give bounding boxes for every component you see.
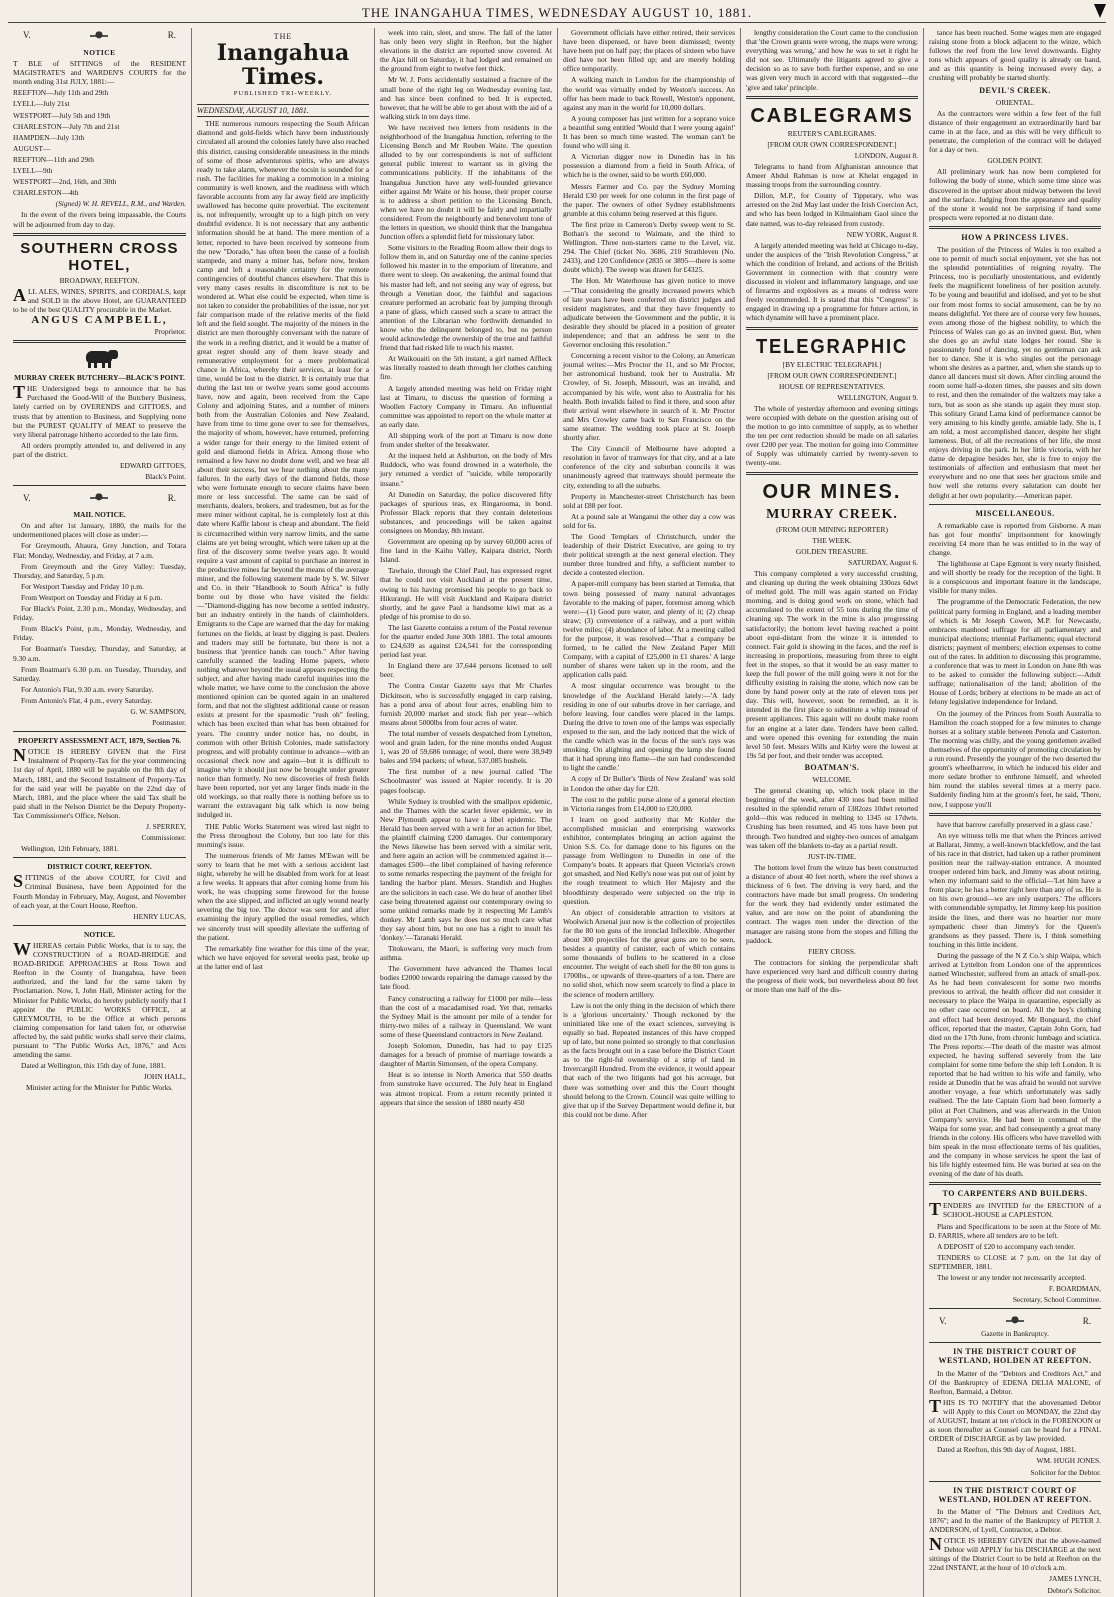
column-4 bbox=[557, 28, 740, 1597]
column-1 bbox=[8, 28, 191, 1597]
court1-date: Dated at Reefton, this 9th day of August, 1881. bbox=[937, 1445, 1077, 1455]
columns bbox=[8, 28, 1106, 1595]
paragraph: The City Council of Melbourne have adopted a resolution in favor of tramways for that city, and at a late conference of the city and suburban councils it was unanimously agreed that tramways should permeate the city, extending to all the suburbs. bbox=[563, 444, 735, 490]
mines-p3: The bottom level from the winze has been constructed a distance of about 40 feet north, where the reef shows a thickness of 6 feet. The driving is very hard, and the contractors have made but small progress. On tendering for the work they had evidently under estimated the value, and are now on the point of abandoning the contract. The wages men under the direction of the manager are raising stone from the stopes and filling the paddock. bbox=[746, 862, 918, 945]
paragraph: At Waikouaiti on the 5th instant, a girl named Affleck was literally roasted to death through her clothes catching fire. bbox=[380, 354, 552, 382]
court2-sign: JAMES LYNCH, bbox=[1049, 1574, 1101, 1584]
divider bbox=[13, 340, 186, 343]
works-date: Dated at Wellington, this 15th day of June, 1881. bbox=[21, 1061, 166, 1071]
crest-icon bbox=[1006, 1315, 1024, 1327]
telegraphic-from: [FROM OUR OWN CORRESPONDENT.] bbox=[767, 370, 897, 380]
paragraph: Joseph Solomon, Dunedin, has had to pay £125 damages for a breach of promise of marriage towards a daughter of Martin Simonsen, of the opera Company. bbox=[380, 1041, 552, 1069]
paragraph: A most singular occurrence was brought to the knowledge of the Auckland Herald lately:—'A lady residing in one of our suburbs drove in her carriage, and before leaving, four candles were placed in the lamps. During the drive to town one of the lamps was especially exposed to the sun, and the lady noticed that the wick of the candle which was in the focus of the sun's rays was smoking. On alighting and opening the lamp she found that it had sprung into flame—the sun had condescended to light the candle.' bbox=[563, 681, 735, 773]
mines-title: OUR MINES. bbox=[762, 480, 902, 503]
cablegrams-sub: REUTER'S CABLEGRAMS. bbox=[787, 128, 877, 138]
paragraph: Property in Manchester-street Christchurch has been sold at £88 per foot. bbox=[563, 491, 735, 510]
paragraph: At the inquest held at Ashburton, on the body of Mrs Ruddock, who was found drowned in a waterhole, the jury returned a verdict of "suicide, while temporarily insane." bbox=[380, 451, 552, 488]
property-date: Wellington, 12th February, 1881. bbox=[21, 844, 119, 854]
paragraph: From Greymouth and the Grey Valley: Tuesday, Thursday, and Saturday, 5 p.m. bbox=[13, 561, 186, 580]
paragraph: The remarkably fine weather for this time of the year, which we have enjoyed for several weeks past, broke up at the latter end of last bbox=[197, 943, 369, 971]
mines-date: SATURDAY, August 6. bbox=[848, 557, 918, 567]
telegraphic-house: HOUSE OF REPRESENTATIVES. bbox=[779, 381, 885, 391]
cablegrams-title: CABLEGRAMS bbox=[750, 104, 914, 127]
misc-p1: A remarkable case is reported from Gisborne. A man has got four months' imprisonment for knowingly receiving £4 more than he was entitled to in the way of change. bbox=[929, 520, 1101, 557]
paragraph: For Westport Tuesday and Friday 10 p.m. bbox=[21, 581, 144, 591]
tenders-body: TENDERS are INVITED for the ERECTION of a SCHOOL-HOUSE at CAPLESTON. bbox=[929, 1199, 1101, 1220]
paper-title: Inangahua Times. bbox=[216, 40, 350, 91]
oriental-title: ORIENTAL. bbox=[995, 97, 1035, 107]
paragraph: REEFTON—July 11th and 29th bbox=[13, 88, 109, 98]
column-6 bbox=[923, 28, 1106, 1597]
divider bbox=[13, 233, 186, 236]
boatmans-title: BOATMAN'S. bbox=[804, 762, 860, 772]
paragraph: We have received two letters from residents in the neighborhood of the Inangahua Junction, referring to the Licensing Bench and Mr Reuben Waite. The question alluded to by our correspondents is not of sufficient general public interest to warrant us in giving the communications publicity. If the inhabitants of the Inangahua Junction have any well-founded grievance either against Mr Waite or his house, their proper course is to address a short petition to the Licensing Bench, when we have no doubt it will be fairly and impartially considered. From the neighbourly and benevolent tone of the letters in question, we should think that the Inangahua Junction offers a splendid field for missionary labor. bbox=[380, 122, 552, 242]
mines-p2: The general cleaning up, which took place in the beginning of the week, after 430 tons had been milled resulted in the splendid return of 1382ozs 10dwt retorted gold—this was reduced in melting to 1345 oz 17dwts. Crushing has been resumed, and 45 tons have been put through. Two hundred and eighty-two ounces of amalgam was taken off the blankets to-day as a partial result. bbox=[746, 786, 918, 850]
paragraph: For Black's Point, 2.30 p.m., Monday, Wednesday, and Friday. bbox=[13, 604, 186, 623]
divider bbox=[746, 96, 918, 99]
paragraph: Government are opening up by survey 60,000 acres of fine land in the Kaihu Valley, Kaipara district, North Island. bbox=[380, 537, 552, 565]
divider bbox=[13, 731, 186, 732]
court2-notice: NOTICE IS HEREBY GIVEN that the above-named Debtor will APPLY for his DISCHARGE at the next sittings of the District Court to be held at Reefton on the 22nd INSTANT, at the hour of 10 o'clock a.m. bbox=[929, 1534, 1101, 1573]
paragraph: Fancy constructing a railway for £1000 per mile—less than the cost of a macadamised road. Yet that, remarks the Sydney Mail is the amount per mile of a tender for thirty-two miles of a railway in Queensland. We want some of these Queensland contractors in New Zealand. bbox=[380, 993, 552, 1039]
vr-left: V. bbox=[23, 492, 31, 503]
divider bbox=[13, 485, 186, 486]
masthead bbox=[8, 4, 1106, 23]
paragraph: THE Public Works Statement was wired last night to the Press throughout the Colony, but too late for this morning's issue. bbox=[197, 821, 369, 849]
misc-p2: The lighthouse at Cape Egmont is very nearly finished, and will shortly be ready for the reception of the light. It is a conspicuous and important feature in the landscape, visible for many miles. bbox=[929, 559, 1101, 596]
paragraph: The Government have advanced the Thames local bodies £2000 towards repairing the damage caused by the late flood. bbox=[380, 964, 552, 992]
paragraph: The Contra Costar Gazette says that Mr Charles Dickinson, who is successfully engaged in carp raising, has a pond area of about four acres, enabling him to furnish 20,000 market and stock fish per year—which means about 5000lbs from four acres of water. bbox=[380, 681, 552, 727]
paragraph: REEFTON—11th and 29th bbox=[13, 154, 94, 164]
paragraph: WESTPORT—July 5th and 19th bbox=[13, 110, 111, 120]
col7-p3: During the passage of the N Z Co.'s ship Waipa, which arrived at Lyttelton from London one of the apprentices named Winchester, suffered from an attack of small-pox. As he had been convalescent for some two months previous to arrival, the health officer did not consider it necessary to place the Waipa in quarantine, especially as no other case occurred on board. All the boy's clothing and effect had been destroyed. Mr Bonguard, the chief officer, reported that the master, Captain John Gorn, had died on the 17th June, from chronic lumbago and sciatica. The Press reports:—The death of the master was almost expected, he having suffered severely from the late complaint for some time before the ship left London. It is reported that he had written to his wife and family, who reside at Dunedin that he was afraid he would not survive another voyage, a fear which unfortunately was sadly realised. The the late Captain Gorn had been formerly a pilot at Port Chalmers, and was afterwards in the Union Company's service. He had been in command of the Waipa for some year, and had consequently a great many friends in the colony. His officers who have travelled with him speak in the most effectionate terms of his qualities, and the company in whose services he spent the last of his life highly esteemed him. He was buried at sea on the evening of the date of his death. bbox=[929, 950, 1101, 1179]
paragraph: From Antonio's Flat, 4 p.m., every Saturday. bbox=[21, 695, 153, 705]
golden-point-body: All preliminary work has now been completed for following the body of stone, which some time since was discovered in the upriser about midway between the level and the surface. Judging from the appearance and quality of the stone it would not be surprising if hand some prospects were reported at no distant date. bbox=[929, 167, 1101, 222]
court1-role: Solicitor for the Debtor. bbox=[1030, 1467, 1101, 1477]
divider bbox=[929, 813, 1101, 816]
district-sign: HENRY LUCAS, bbox=[133, 911, 186, 921]
property-body: NOTICE IS HEREBY GIVEN that the First Instalment of Property-Tax for the year commencing 1st day of April, 1880 will be payable on the 8th day of March, 1881, and the Second Instalment of Property-Tax for the said year will be payable on the 22nd day of March, 1881, and the place where the said Tax shall be paid shall in the Nelson District be the Deputy Property-Tax Commissioner's Office, Nelson. bbox=[13, 745, 186, 820]
paragraph: week into rain, sleet, and snow. The fall of the latter has only been very slight in Reefton, but the higher elevations in the district are reported snow covered. At the Ajax hill on Saturday, it had lodged and remained on the ground from eight to twelve feet thick. bbox=[380, 28, 552, 74]
column-5 bbox=[740, 28, 923, 1597]
paper-title-block bbox=[197, 32, 369, 98]
mines-sub: MURRAY CREEK. bbox=[766, 506, 898, 522]
paragraph: The Hon. Mr Waterhouse has given notice to move—"That considering the greatly increased powers which of late years have been conferred on district judges and resident magistrates, and that they have frequently to adjudicate between the Government and the public, it is desirable they should be placed in a position of greater independence; and that an address be sent to the Governor enclosing this resolution." bbox=[563, 276, 735, 350]
works-body: WHEREAS certain Public Works, that is to say, the CONSTRUCTION of a ROAD-BRIDGE and ROAD-BRIDGE APPROACHES at Ross Town and Reefton in the County of Inangahua, have been authorized, and the land for the same taken by Proclamation. Now, I, John Hall, Minister acting for the Minister for Public Works, do hereby publicly notify that I appoint the PUBLIC WORKS OFFICE, at GREYMOUTH, to be the Office at which persons claiming compensation for land taken for, or otherwise affected by, the said public works shall serve their claims, pursuant to "The Public Works Act, 1876," and Acts amending the same. bbox=[13, 938, 186, 1060]
princess-body: The position of the Princess of Wales is too exalted a one to permit of much social enjoyment, yet she has not the splendid potentialities of reigning royalty. The Princess, too is peculiarly unostentatious, and evidently feels the magnificent loneliness of her position acutely. To be young and beautiful and idolised, and yet to be shut our from most forms to social amusement, can be by no means delightful. Yet there are of course very few houses, even among those of the highest nobility, to which the Princess of Wales can go as an invited guest. But, when she does go an awful state lodges her round. She is passionately fond of dancing, yet no gentleman can ask her to dance. She it is who singles out the personage whom she desires as a partner, and, when she stands up to dance all dancers must sit down. After circling around the room some half-a-dozen times, she pauses and sits down to rest, and then the remainder of the waltzers may take a turn, but as soon as she stands up again they must stop. This solitary Grand Lama kind of performance cannot be very amusing to his kindly gentle, amiable lady. She is, I am told, a most accomplished dancer, despite her slight lameness. But, of all the recreations of her life, she most enjoys driving in the park. In her little victoria, with her dame de depagine besides her, she is free to enjoy the testimonials of affection and enthusiasm that meet her everywhere and no one that sees her gracious smile and how well she returns every salutation can doubt her delight at her own popularity.—American paper. bbox=[929, 244, 1101, 500]
corner-triangle-icon bbox=[1094, 4, 1106, 18]
misc-p4: On the journey of the Princes from South Australia to Hamilton the coach stopped for a few minutes to change horses at a solitary stable between Penola and Casterton. The morning was chilly, and the young gentlemen availed themselves of the opportunity of promoting circulation by a run round. Presently the younger of the two deserted the groom's wheelbarrow, in which he induced his elder and more sedate brother to enthrone himself, and wheeled him round the stables several times at a merry pace. Suddenly finding him at the groom's feet, he said, 'There, now, I suppose you'll bbox=[929, 708, 1101, 809]
dateline: WEDNESDAY, AUGUST 10, 1881. bbox=[197, 104, 369, 117]
paragraph: For Antonio's Flat, 9.30 a.m. every Saturday. bbox=[21, 684, 154, 694]
column-2 bbox=[191, 28, 374, 1597]
tender-role: Secretary, School Committee. bbox=[1012, 1295, 1101, 1305]
divider bbox=[929, 1481, 1101, 1482]
misc-title: MISCELLANEOUS. bbox=[975, 508, 1055, 518]
col6-intro: tance has been reached. Some wages men are engaged raising stone from a block adjacent to the winze, which follows the reef from the low level downwards. Eighty tons which appears of good quality is already on hand, and as this quantity is being increased every day, a crushing will probably be started shortly. bbox=[929, 28, 1101, 83]
paragraph: From Boatman's 6.30 p.m. on Tuesday, Thursday, and Saturday. bbox=[13, 664, 186, 683]
column-2-paragraphs bbox=[197, 119, 369, 971]
divider bbox=[746, 327, 918, 330]
paragraph: An object of considerable attraction to visitors at Woolwich Arsenal just now is the collection of projectiles for the 80 ton guns of the ironclad Inflexible. Altogether about 300 projectiles for the great guns are to be seen, besides a quantity of canister, each of which contains some thousands of bullets to be scattered in a close encounter. The weight of each shell for the 80 ton guns is 1700lbs., or upwards of three-quarters of a ton. There are no solid shot, which now seem scarcely to find a place in the science of modern artillery. bbox=[563, 907, 735, 999]
paragraph: T BLE of SITTINGS of the RESIDENT MAGISTRATE'S and WARDEN'S COURTS for the month ending 31st JULY, 1881:— bbox=[13, 59, 186, 87]
court1-sign: WM. HUGH JONES. bbox=[1036, 1456, 1101, 1466]
notice-signed: (Signed) W. H. REVELL, R.M., and Warden. bbox=[55, 199, 186, 209]
cablegrams-p1: Telegrams to hand from Afghanistan announce that Ameer Abdul Rahman is now at Khelat engaged in massing troops from the surrounding country. bbox=[746, 161, 918, 190]
masthead-text: THE INANGAHUA TIMES, WEDNESDAY AUGUST 10, 1881. bbox=[361, 5, 753, 20]
works-sign: JOHN HALL, bbox=[143, 1072, 186, 1082]
paragraph: A paper-mill company has been started at Temuka, that town being possessed of many natural advantages favorable to the making of paper, foremost among which were:—(1) Good pure water, and plenty of it; (2) cheap straw; (3) convenience of a railway, and a port within twelve miles; (4) abundance of labor. At a meeting called for the purpose, it was resolved—'That a company be formed, to be called the New Zealand Paper Mill Company, with a capital of £25,000 in £1 shares.' A large number of shares were taken up in the room, and the application calls paid. bbox=[563, 579, 735, 680]
telegraphic-p1: The whole of yesterday afternoon and evening sittings were occupied with debate on the question arising out of the motion to go into committee of supply, as to whether the ten per cent reduction should be made on all salaries over £200 per year. The motion for going into Committee of Supply was ultimately carried by twenty-seven to twenty-one. bbox=[746, 403, 918, 468]
paragraph: WESTPORT—2nd, 16th, and 30th bbox=[13, 177, 117, 187]
paragraph: While Sydney is troubled with the smallpox epidemic, and the Thames with the scarlet fever epidemic, we in New Plymouth appear to have a libel epidemic. The Herald has been served with a writ for an action for libel, the plaintiff claiming £200 damages. Our contemporary the News likewise has been served with a similar writ, and here again an action will be commenced against it—damages £500—the libel complained of having reference to some remarks respecting the payment of the freight for landing the harbor plant. Messrs. Standish and Hughes are the solicitors in each case. We do hear of another libel case being threatened against our contemporary owing to some unkind remarks made by it respecting Mr Lamb's donkey. Mr Lamb says he does not so much care what they say about him, but no one has a right to insult his 'donkey.'—Taranaki Herald. bbox=[380, 796, 552, 942]
paragraph: On and after 1st January, 1880, the mails for the undermentioned places will close as under:— bbox=[13, 521, 186, 540]
works-role: Minister acting for the Minister for Public Works. bbox=[25, 1083, 174, 1093]
paragraph: Some visitors to the Reading Room allow their dogs to follow them in, and on Saturday one of the canine species followed his master in to the emporium of literature, and there went to sleep. On awakening, the animal found that his master had left, and not seeing any way of egress, but through a Venetian door, the faithful and sagacious creature performed an acrobatic feat by jumping through a pane of glass, which caused such a scare to attract the attention of the Librarian who forthwith demanded to know who the delinquent belonged to, but no person would acknowledge the ownership of the true and faithful friend that had risked life to reach his master. bbox=[380, 243, 552, 353]
mines-week: THE WEEK. bbox=[812, 535, 852, 545]
paragraph: LYELL—9th bbox=[13, 166, 53, 176]
paragraph: The total number of vessels despatched from Lyttelton, wool and grain laden, for the nine months ended August 1, was 20 of 59,686 tonnage; of wool, there were 38,949 bales and 594 packets; of wheat, 537,085 bushels. bbox=[380, 728, 552, 766]
mail-role: Postmaster. bbox=[152, 718, 186, 728]
paragraph: A walking match in London for the championship of the world was virtually ended by Weston's success. An offer has been made to back Rowell, Weston's opponent, against any man in the world for 10,000 dollars. bbox=[563, 75, 735, 112]
mail-title: MAIL NOTICE. bbox=[73, 510, 126, 520]
court1-matter: In the Matter of the "Debtors and Creditors Act," and Of the Bankruptcy of EDENA DELIA MALONE, of Reefton, Barmaid, a Debtor. bbox=[929, 1368, 1101, 1396]
divider bbox=[929, 1342, 1101, 1343]
court2-matter: In the Matter of "The Debtors and Creditors Act, 1876"; and In the matter of the Bankruptcy of PETER J. ANDERSON, of Lyell, Contractor, a Debtor. bbox=[929, 1506, 1101, 1534]
oriental-body: As the contractors were within a few feet of the full distance of their engagement an extraordinarily hard bar came in at the face, and as this will be very difficult to penetrate, the completion of the contract will be delayed for a day or two. bbox=[929, 108, 1101, 155]
paragraph: CHARLESTON—July 7th and 21st bbox=[13, 121, 120, 131]
butchery-orders: All orders promptly attended to, and delivered in any part of the district. bbox=[13, 440, 186, 459]
hotel-role: Proprietor. bbox=[154, 327, 186, 337]
vr-crest bbox=[13, 28, 186, 44]
divider bbox=[929, 226, 1101, 229]
paragraph: From Westport on Tuesday and Friday at 6 p.m. bbox=[21, 592, 163, 602]
col7-p2: An eye witness tells me that when the Princes arrived at Ballarat, Jimmy, a well-known blackfellow, and the last of his race in that district, had taken up a rather prominent position near the railway-station entrance. A mounted trooper ordered him back, and Jimmy was about retiring, when my informant said to the official—'Let him have a front place; he has a better right here than any of us. He is on his own ground—we are only usurpers.' The officers with commendable sympathy, let Jimmy keep his position inside the lines, and there was no heartier nor more sympathetic cheer than Jimmy's for the Queen's grandsons as they passed. There is, I think something touching in this little incident. bbox=[929, 830, 1101, 949]
close-body: TENDERS to CLOSE at 7 p.m. on the 1st day of SEPTEMBER, 1881. bbox=[929, 1252, 1101, 1271]
plans-body: Plans and Specifications to be seen at the Store of Mr. D. FARRIS, where all tenders are to be left. bbox=[929, 1221, 1101, 1240]
paragraph: Titokowaru, the Maori, is suffering very much from asthma. bbox=[380, 944, 552, 963]
cablegrams-place1: LONDON, August 8. bbox=[854, 150, 918, 160]
paragraph: THE numerous rumours respecting the South African diamond and gold-fields which have been industriously circulated all around the colonies lately have also reached this district, causing considerable uneasiness in the minds of some of those adventurous spirits, who are always ready to take alarm, whenever the tocsin is sounded for a rush. The facilities for making a commotion in a mining community is well known, and the readiness with which favorable accounts from any far away field are implicitly swallowed has become quite proverbial. The excitement is, not infrequently, wrought up to a high pitch on very doubtful evidence. It is not necessary that any authentic information should be at hand. The mere mention of a letter, reported to have been received by someone from the new "Dorado," has often been the cause of a foolish stampede, and many a miner has, before now, broken camp and left a reasonable certainty for the remote contingencies of doubtful chances elsewhere. That this is very many cases results in discomfiture is not to be wondered at. What else could be expected, when time is not taken to consider the probabilities of the issue, nor yet fair comparison made of the relative merits of the field left and the field sought. The majority of the miners in the district are men thoroughly conversant with the nature of the work in a reefing district, and it would be a matter of great regret should any of them leave steady and remunerative employment for a mere problematical chance in Africa, whereby their services, at least for a time, would be lost to the district. It is certainly true that during the last ten or twelve years some good accounts have, now and again, been received from the Cape Colony and adjoining States, and a number of miners both from the Australian Colonies and New Zealand, have from time to time gone over to see for themselves, the majority of whom, however, have returned, preferring a wider range for their energy to the limited extent of gold and diamond fields in Africa. Among those who remained a few have no doubt done well, and we hear all about their success, but we hear nothing about the many failures. In the early days of the diamond fields, those who were fortunate enough to secure claims have been more or less successful. The same can be said of merchants, dealers, brokers, and tradesmen, but as for the mere miner without capital, he is completely lost at this date where Kaffir labour is cheap and abundant. The field is circumscribed within very narrow limits, and the same claims are yet being wrought, which were taken up at the first of the discovery some twelve years ago. It would require a vast amount of capital to purchase an interest in the productive mines far beyond the means of the average miner, and the following statement made by S. W. Silver and Co. in their "Handbook to South Africa" is fully borne out by those who have visited the fields:—"Diamond-digging has now become a settled industry, but an industry entirely in the hands of claimholders. Emigrants to the Cape are warned that the day for making fortunes on the fields, at least by digging is past. Dealers and traders may still be fortunate, but there is not a business that 'prentice hands can touch." After having carefully scanned the leading Home papers, where nothing whatever beyond the usual appears respecting the subject, and after having made careful inquiries into the whole matter, we have come to the conclusion the above mentioned opinion can be quoted again in an unaltered form, and that not the slightest additional cause or reason exists at present for the spasmodic "rush oh" feeling, which has been excited than what has been obtained for years. The country under notice has, no doubt, in common with other British Colonies, made satisfactory progress, and will probably continue to advance—with an occasional check now and again—but it is difficult to imagine why it should just now be brought under greater notice than formerly. No new discoveries of fresh fields have been reported, nor yet any larger finds made in the old workings, so that really there is nothing before us to warrant the extravagant big talk which is now being indulged in. bbox=[197, 119, 369, 820]
property-role: Commissioner. bbox=[141, 833, 186, 843]
hotel-address: BROADWAY, REEFTON. bbox=[59, 275, 140, 285]
vr-right: R. bbox=[167, 492, 176, 503]
works-title: NOTICE. bbox=[83, 929, 115, 939]
paragraph: At Dunedin on Saturday, the police discovered fifty packages of spurious teas, ex Ringarooma, in bond. Professor Black reports that they contain deleterious substances, and proceedings will be taken against consignees on Monday, 8th instant. bbox=[380, 489, 552, 535]
cablegrams-p2: Dillon, M.P., for County of Tipperary, who was arrested on the 2nd May last under the Irish Coercion Act, and who has been lodged in Kilmainham Gaol since the date named, was to-day released from custody. bbox=[746, 191, 918, 228]
court1-title: IN THE DISTRICT COURT OF WESTLAND, HOLDEN AT REEFTON. bbox=[938, 1347, 1092, 1366]
paragraph: Law is not the only thing in the decision of which there is a 'glorious uncertainty.' Though reckoned by the uninitiated like one of the exact sciences, surveying is equally so bad. Repeated instances of this have cropped up of late, but none pointed so strongly to that conclusion as the facts brought out in a case before the District Court as to the right-ful ownership of a strip of land in Invercargill Hundred. From the evidence, it would appear that each of the two litigants had got his acreage, but there was something over and this the Court thought should belong to the Crown. Council was quite willing to give that up if the Survey Department would define it, but this could not be done. After bbox=[563, 1000, 735, 1119]
property-sign: J. SPERREY, bbox=[146, 822, 186, 831]
mail-sign: G. W. SAMPSON, bbox=[130, 706, 186, 716]
paragraph: HAMPDEN—July 13th bbox=[13, 132, 85, 142]
paragraph: A Victorian digger now in Dunedin has in his possession a diamond from a field in South Africa, of which he is the owner, said to be worth £60,000. bbox=[563, 152, 735, 180]
paragraph: LYELL—July 21st bbox=[13, 99, 70, 109]
paragraph: The first prize in Cameron's Derby sweep went to St. Bothan's the second to Waimate, and the third to Wellington. Three non-starters came to the Level, viz. 294. The Chief (ticket No. 3686, 210 Strathleven (No. 2433), and 120 Confidence (2835 or 3895—there is some doubt which). The sweep was drawn for £4325. bbox=[563, 219, 735, 275]
paragraph: The first number of a new journal called 'The Schoolmaster' was issued at Napier recently. It is 20 pages foolscap. bbox=[380, 767, 552, 795]
paragraph: CHARLESTON—4th bbox=[13, 188, 79, 198]
paragraph: A largely attended meeting was held on Friday night last at Timaru, to discuss the question of forming a Woollen Factory Company in Timaru. An influential committee was appointed to report on the whole matter at an early date. bbox=[380, 383, 552, 429]
vr-left: V. bbox=[939, 1315, 947, 1326]
paragraph: A young composer has just written for a soprano voice a beautiful song entitled 'Would that I were young again!' It has been so much time wasted. The woman can't be found who will sing it. bbox=[563, 113, 735, 151]
court1-notice: THIS IS TO NOTIFY that the abovenamed Debtor will Apply to this Court on MONDAY, the 22nd day of AUGUST, Instant at ten o'clock in the FORENOON or as soon thereafter as Counsel can be heard for a FINAL ORDER of DISCHARGE as by law provided. bbox=[929, 1395, 1101, 1444]
telegraphic-place: WELLINGTON, August 9. bbox=[837, 392, 918, 402]
paragraph: From Black's Point, p.m., Monday, Wednesday, and Friday. bbox=[13, 624, 186, 643]
divider bbox=[13, 857, 186, 858]
divider bbox=[929, 1182, 1101, 1185]
cablegrams-place2: NEW YORK, August 8. bbox=[846, 229, 918, 239]
paragraph: I learn on good authority that Mr Kohler the accomplished musician and enterprising waxworks exhibitor, contemplates bringing an action against the Union S.S. Co. for damage done to his figures on the passage from Wellington to Dunedin in one of the Company's boats. It appears that Queen Victoria's crown got smashed, and Ned Kelly's nose was put out of joint by the rough treatment to which Her Majesty and the bloodthirsty desperado were subjected on the trip in question. bbox=[563, 814, 735, 906]
paragraph: All shipping work of the port at Timaru is now done from under shelter of the breakwater. bbox=[380, 431, 552, 450]
paragraph: In England there are 37,644 persons licensed to sell beer. bbox=[380, 661, 552, 680]
paragraph: Mr W. J. Potts accidentally sustained a fracture of the small bone of the right leg on Wednesday evening last, and has since been confined to bed. It is expected, however, that he will be able to get about with the aid of a walking stick in ten days time. bbox=[380, 75, 552, 121]
butchery-sign: EDWARD GITTOES, bbox=[120, 461, 186, 470]
bull-icon bbox=[80, 347, 120, 369]
mines-p1: This company completed a very successful crushing, and cleaning up during the week obtaining 330ozs 6dwt of melted gold. The mill was again started on Friday morning, and is doing good work on stone, which had accumulated to the extent of 55 tons during the time of cleaning up. The work in the mine is also progressing satisfactorily; the bottom level having reached a point about equi-distant from the winze it is intended to connect. Fair gold is showing in the faces, and the reef is increasing in proportions, measuring from three to eight feet in the stopes, so that it would be an easy matter to keep the full power of the mill going were it not for the difficulty existing in raising the stone, which now can be done by hand power only at the rate of eleven tons per day. This will, however, soon be remedied, as it is intended in the first place to substitute a whip instead of present appliances. This again will no doubt make room for an engine at a later date. Tenders have been called, and were opened this evening for extending the main level 50 feet. Messrs Wills and Kirby were the lowest at 19s 5d per foot, and their tender was accepted. bbox=[746, 568, 918, 760]
jit-title: JUST-IN-TIME. bbox=[807, 851, 857, 861]
hotel-body: ALL ALES, WINES, SPIRITS, and CORDIALS, kept and SOLD in the above Hotel, are GUARANTEED to be of the best QUALITY procurable in the Market. bbox=[13, 284, 186, 314]
paper-subtitle: PUBLISHED TRI-WEEKLY. bbox=[233, 90, 333, 98]
col5-intro: lengthy consideration the Court came to the conclusion that 'the Crown grants were wrong, the maps were wrong; everything was wrong,' and how he was to set it right he did not see. Ultimately the litigants agreed to give a decision so as to save both further expense, and so one was given very much in accord with that suggested—the 'give and take' principle. bbox=[746, 28, 918, 92]
fiery-title: FIERY CROSS. bbox=[808, 946, 856, 956]
paragraph: The last Gazette contains a return of the Postal revenue for the quarter ended June 30th 1881. The total amounts to £24,639 as against £24,541 for the corresponding period last year. bbox=[380, 622, 552, 660]
golden-point-title: GOLDEN POINT. bbox=[987, 156, 1043, 166]
mines-p4: The contractors for sinking the perpendicular shaft have experienced very hard and difficult country during the progress of their work, but nevertheless about 80 feet or more than one half of the dis- bbox=[746, 957, 918, 995]
butchery-body: THE Undersigned begs to announce that he has Purchased the Good-Will of the Butchery Business, lately carried on by OVERENDS and GITTOES, and trusts that by attention to Business, and Supplying none but the PUREST QUALITY of MEAT to preserve the very liberal patronage hitherto accorded to the late firm. bbox=[13, 382, 186, 439]
column-3-paragraphs bbox=[380, 28, 552, 1107]
tender-sign: F. BOARDMAN, bbox=[1048, 1284, 1101, 1294]
notice-title: NOTICE bbox=[83, 48, 116, 57]
gazette-title: Gazette in Bankruptcy. bbox=[981, 1329, 1049, 1339]
paragraph: For Greymouth, Ahaura, Grey Junction, and Totara Flat: Monday, Wednesday, and Friday, at 7 a.m. bbox=[13, 541, 186, 560]
devils-title: DEVIL'S CREEK. bbox=[979, 85, 1051, 95]
misc-p3: The programme of the Democratic Federation, the new political party forming in England, and a leading member of which is Mr Joseph Cowen, M.P. for Newcastle, embraces manhood suffrage for all parliamentary and municipal elections; triennial Parliaments; equal electoral districts; payment of members; election expenses to come out of the rates. In addition to discussing this programme, a conference that was to meet in London on June 8th was to be asked to consider the following subject:—Adult suffrage; nationalisation of the land; abolition of the House of Lords; bribery at elections to be made an act of felony legislative independence for Ireland. bbox=[929, 597, 1101, 707]
carpenters-title: TO CARPENTERS AND BUILDERS. bbox=[942, 1189, 1088, 1199]
divider bbox=[746, 472, 918, 475]
hotel-proprietor: ANGUS CAMPBELL, bbox=[31, 313, 168, 326]
vr-right: R. bbox=[1082, 1315, 1091, 1326]
district-title: DISTRICT COURT, REEFTON. bbox=[47, 862, 152, 872]
mines-from: (FROM OUR MINING REPORTER) bbox=[776, 524, 888, 534]
paragraph: The numerous friends of Mr James M'Ewan will be sorry to learn that he met with a serious accident last night, whereby he will be disabled from work for at least a few weeks. It appears that after coming home from his work, he was chopping some firewood for the house when the axe slipped, and inflicted an ugly wound nearly severing the big toe. The doctor was sent for and after examining the injury applied the usual remedies, which we sincerely trust will speedily alleviate the suffering of the patient. bbox=[197, 850, 369, 942]
deposit-body: A DEPOSIT of £20 to accompany each tender. bbox=[937, 1241, 1076, 1251]
cablegrams-from: [FROM OUR OWN CORRESPONDENT.] bbox=[767, 139, 897, 149]
vr-crest-2 bbox=[13, 490, 186, 506]
court2-title: IN THE DISTRICT COURT OF WESTLAND, HOLDEN AT REEFTON. bbox=[938, 1485, 1092, 1504]
telegraphic-title: TELEGRAPHIC bbox=[755, 335, 909, 358]
princess-title: HOW A PRINCESS LIVES. bbox=[961, 232, 1069, 242]
vr-right: R. bbox=[167, 30, 176, 41]
paragraph: The Good Templars of Christchurch, under the leadership of their District Executive, are going to try their political strength at the next general election. They number three hundred and fifty, a sufficient number to decide a contested election. bbox=[563, 531, 735, 578]
divider bbox=[929, 1308, 1101, 1309]
telegraphic-sub: [BY ELECTRIC TELEGRAPH.] bbox=[782, 359, 882, 369]
vr-crest-3 bbox=[929, 1313, 1101, 1329]
mines-golden: GOLDEN TREASURE. bbox=[795, 546, 869, 556]
vr-left: V. bbox=[23, 30, 31, 41]
paragraph: Concerning a recent visitor to the Colony, an American journal writes:—Mrs Proctor the 11, and so Mr Proctor, her astronomical husband, took her to Australia. Mr Crowley, of St. Joseph, Missouri, was an invalid, and accompanied by his wife, went also to Australia for his health. Both invalids failed to find it there, and soon after their arrival went elsewhere in search of it. Mr Proctor and Mrs Crowley came back to San Francisco on the same steamer. The wedding took place at St. Joseph shortly after. bbox=[563, 351, 735, 443]
divider bbox=[929, 504, 1101, 505]
hotel-title: SOUTHERN CROSS HOTEL, bbox=[20, 239, 179, 274]
paragraph: For Boatman's Tuesday, Thursday, and Saturday, at 9.30 a.m. bbox=[13, 644, 186, 663]
cablegrams-p3: A largely attended meeting was held at Chicago to-day, under the auspices of the "Irish Revolution Congress," at which the condition of Ireland, and actions of the British Government in connection with that country were discussed in violent and inflammatory language, and use of firearms and explosives as a means of redress were freely recommended. It is stated that this "Congress" is engaged in drawing up a programme for future action, in which dynamite will have a prominent place. bbox=[746, 240, 918, 323]
lowest-body: The lowest or any tender not necessarily accepted. bbox=[937, 1273, 1086, 1282]
notice-footer: In the event of the rivers being impassable, the Courts will be adjourned from day to day. bbox=[13, 210, 186, 229]
paragraph: Tawhaio, through the Chief Paul, has expressed regret that he could not visit Auckland at the present time, owing to his having promised his people to go back to Hikurangi. He will visit Auckland and Kaipara district shortly, and he gave Paul a handsome kiwi mat as a pledge of his promise to do so. bbox=[380, 566, 552, 621]
paragraph: AUGUST— bbox=[13, 143, 51, 153]
column-3 bbox=[374, 28, 557, 1597]
butchery-place: Black's Point. bbox=[145, 472, 186, 482]
court2-role: Debtor's Solicitor. bbox=[1047, 1585, 1101, 1595]
divider bbox=[13, 925, 186, 926]
property-title: PROPERTY ASSESSMENT ACT, 1879, Section 76. bbox=[17, 736, 182, 746]
crest-icon bbox=[90, 30, 108, 42]
paper-title-top: THE bbox=[273, 32, 293, 41]
paragraph: At a pound sale at Wanganui the other day a cow was sold for 6s. bbox=[563, 511, 735, 530]
butchery-title: MURRAY CREEK BUTCHERY—BLACK'S POINT. bbox=[14, 373, 185, 383]
mail-paras bbox=[13, 521, 186, 705]
crest-icon bbox=[90, 492, 108, 504]
welcome-title: WELCOME. bbox=[812, 775, 852, 784]
paragraph: A copy of Dr Buller's 'Birds of New Zealand' was sold in London the other day for £20. bbox=[563, 774, 735, 793]
column-4-paragraphs bbox=[563, 28, 735, 1119]
paragraph: Government officials have either retired, their services have been dispensed, or have been dismissed; twenty have been put on half pay; the places of sixteen who have died have not been filled up; and are merely holding office temporarily. bbox=[563, 28, 735, 74]
paragraph: Heat is so intense in North America that 550 deaths from sunstroke have occurred. The July heat in England was almost tropical. From a return recently printed it appears that since the session of 1880 nearly 450 bbox=[380, 1070, 552, 1107]
newspaper-page bbox=[8, 4, 1106, 1595]
notice-lines bbox=[13, 59, 186, 197]
district-body: SITTINGS of the above COURT, for Civil and Criminal Business, have been Appointed for the Fourth Monday in February, May, August, and November of each year, at the Court House, Reefton. bbox=[13, 871, 186, 910]
col7-p1: have that barrow carefully preserved in a glass case.' bbox=[937, 819, 1093, 829]
paragraph: The cost to the public purse alone of a general election in Victoria ranges from £14,000 to £20,000. bbox=[563, 794, 735, 813]
paragraph: Messrs Farmer and Co. pay the Sydney Morning Herald £30 per week for one column in the first page of the paper. The owners of other Sydney establishments grumble at this column being reserved at this figure. bbox=[563, 181, 735, 218]
